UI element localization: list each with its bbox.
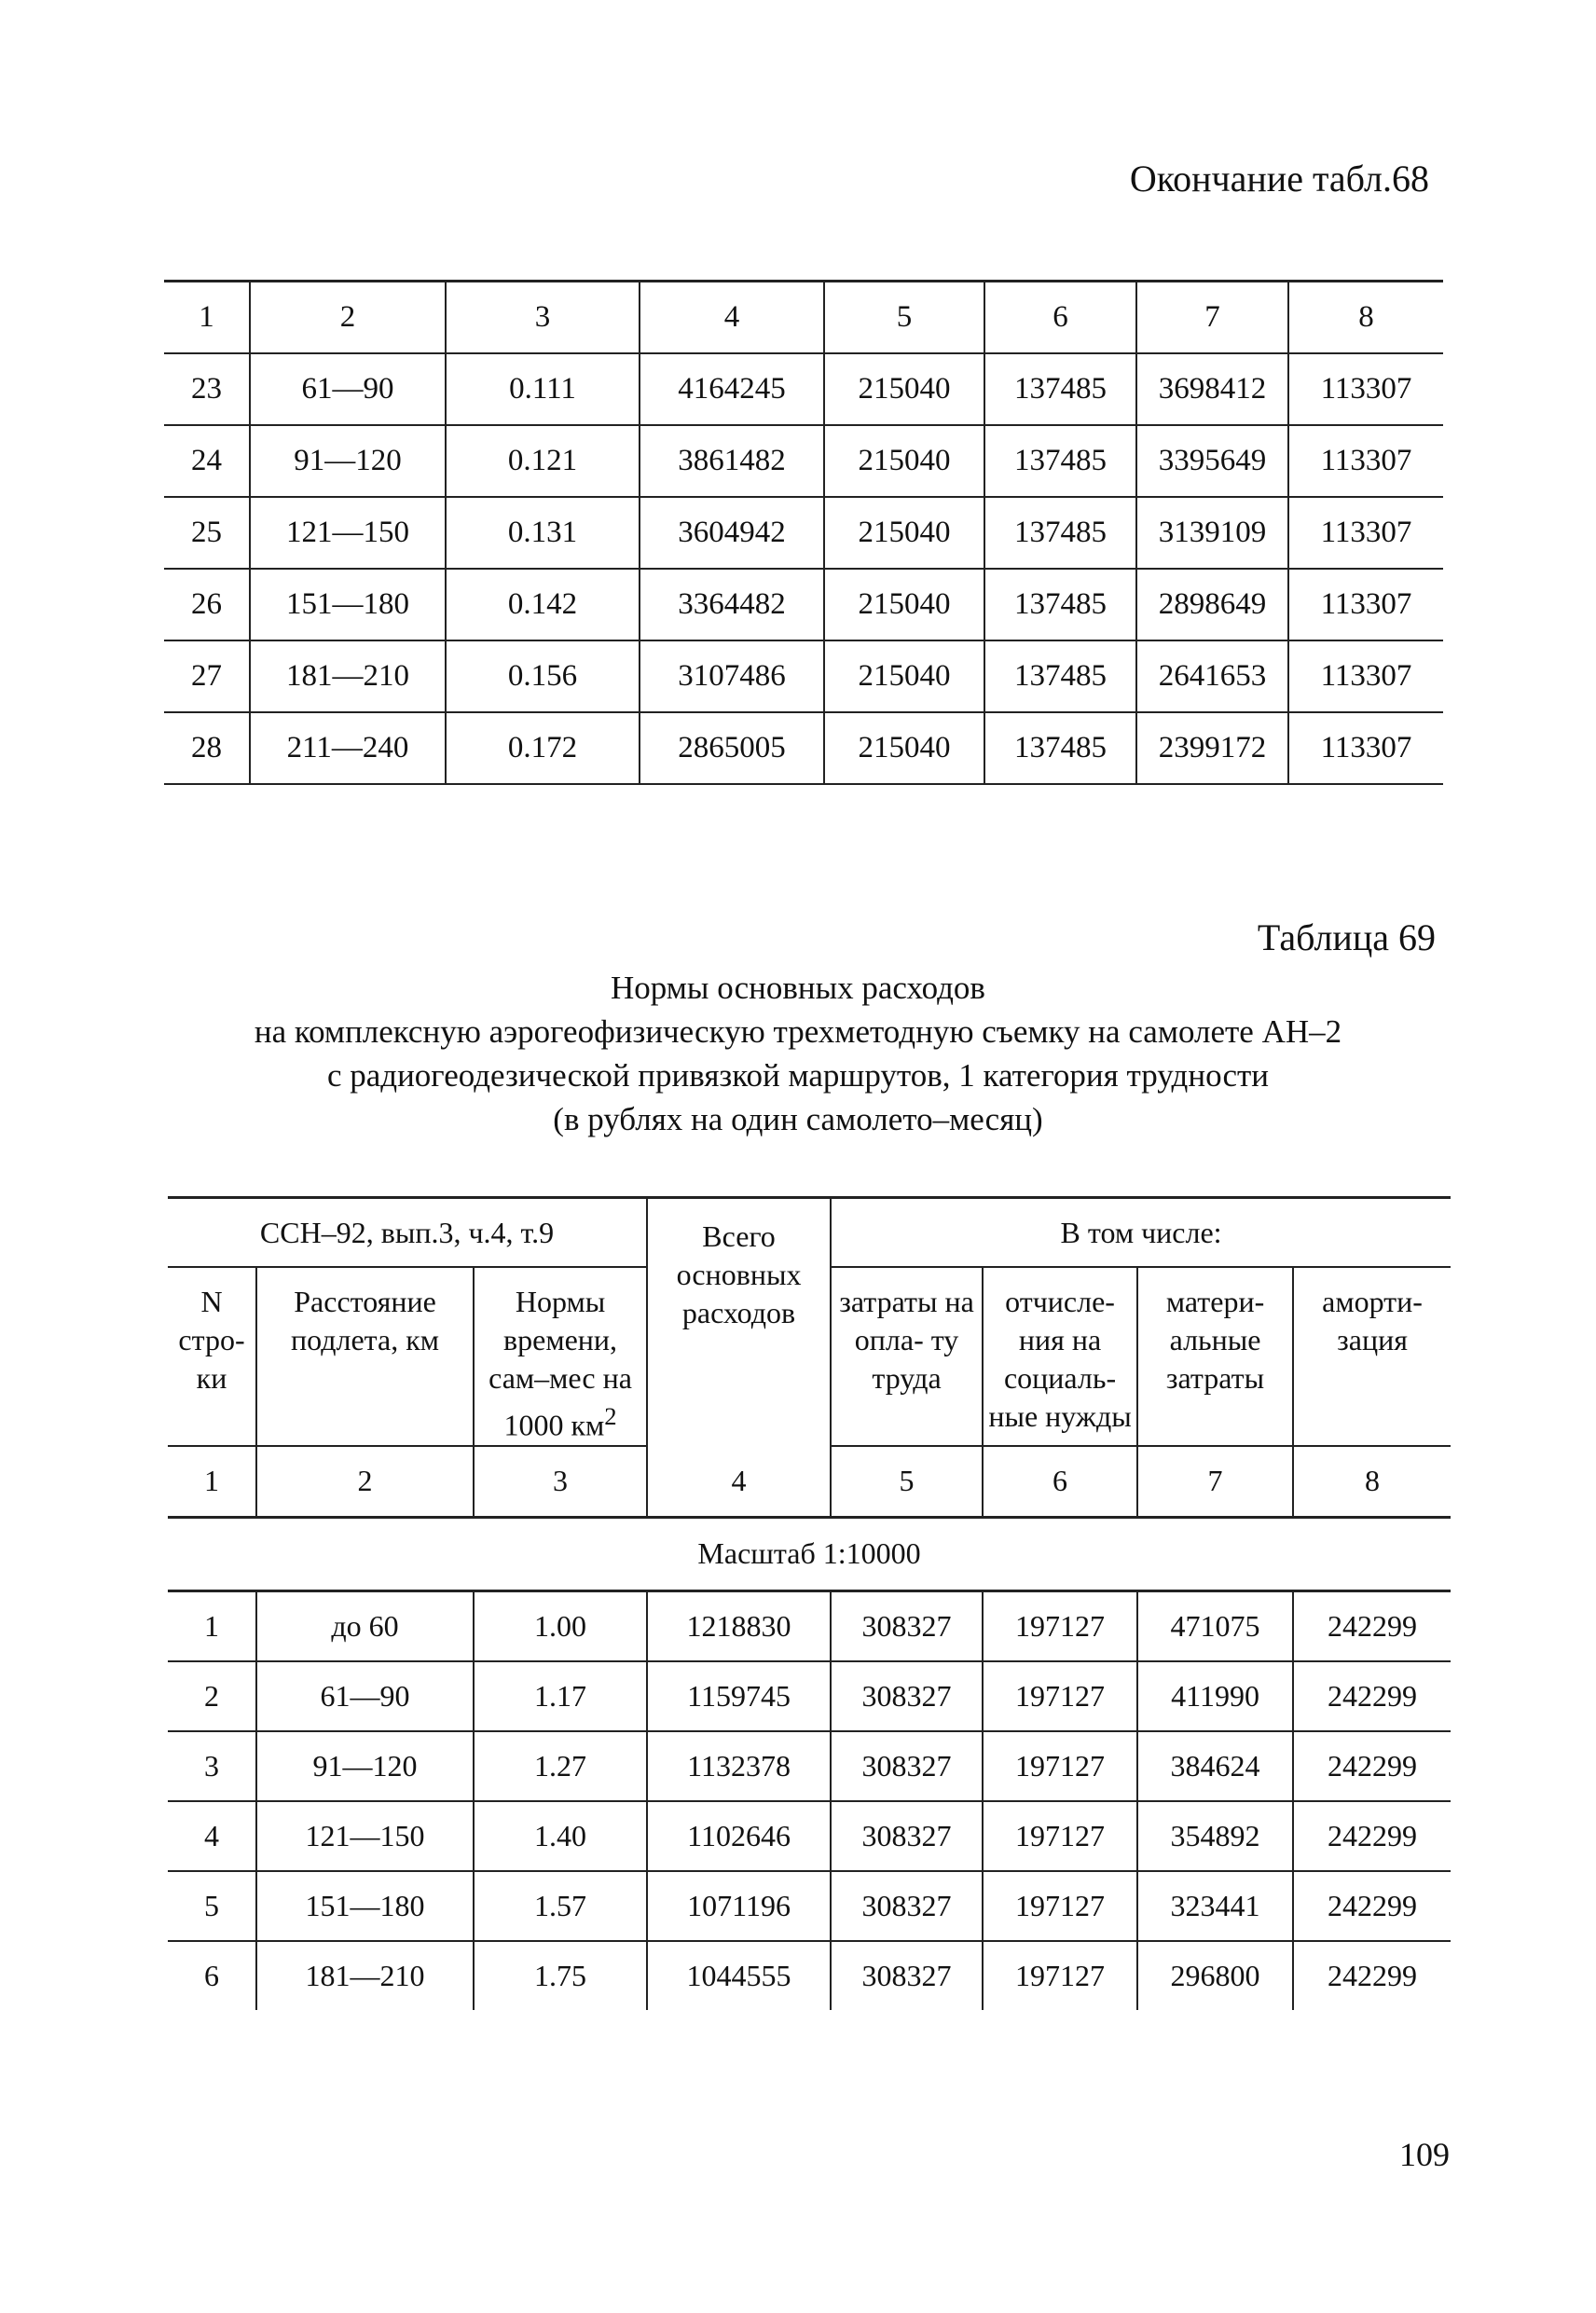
table-cell: 215040 [824, 353, 984, 425]
table-cell: 308327 [831, 1590, 983, 1661]
table-cell: 4164245 [640, 353, 824, 425]
table-cell: 0.121 [446, 425, 640, 497]
table-cell: 181—210 [256, 1941, 474, 2010]
table-cell: 1 [168, 1590, 256, 1661]
table-cell: 215040 [824, 425, 984, 497]
table-cell: 2641653 [1136, 640, 1288, 712]
table-cell: до 60 [256, 1590, 474, 1661]
scale-row [168, 1517, 1451, 1590]
header-time-norms [474, 1267, 647, 1446]
table-cell: 308327 [831, 1941, 983, 2010]
table-cell: 471075 [1137, 1590, 1293, 1661]
table-cell: 197127 [983, 1871, 1137, 1941]
table-cell: 0.172 [446, 712, 640, 784]
table-cell: 137485 [984, 425, 1136, 497]
table-cell: 197127 [983, 1661, 1137, 1731]
table-cell: 1.75 [474, 1941, 647, 2010]
header-time-norms-superscript: 2 [604, 1402, 617, 1430]
table-cell: 242299 [1293, 1941, 1451, 2010]
header-time-norms-text: Нормы времени, сам–мес на 1000 км [488, 1285, 632, 1442]
table-cell: 3107486 [640, 640, 824, 712]
table-cell: 137485 [984, 640, 1136, 712]
table-cell: 151—180 [250, 569, 446, 640]
header-labor-cost: затраты на опла- ту труда [831, 1267, 983, 1446]
table-cell: 308327 [831, 1871, 983, 1941]
table-cell: 61—90 [250, 353, 446, 425]
table-cell: 242299 [1293, 1731, 1451, 1801]
table-cell: 1218830 [647, 1590, 831, 1661]
table-cell: 1.57 [474, 1871, 647, 1941]
table-68-continuation [164, 280, 1443, 785]
header-material-cost: матери- альные затраты [1137, 1267, 1293, 1446]
table-cell: 137485 [984, 569, 1136, 640]
table-cell: 4 [640, 282, 824, 354]
table-row [164, 425, 1443, 497]
table-row [168, 1661, 1451, 1731]
title-line: (в рублях на один самолето–месяц) [553, 1101, 1043, 1137]
table-cell: 5 [831, 1446, 983, 1518]
table-cell: 1.40 [474, 1801, 647, 1871]
table-cell: 1 [164, 282, 250, 354]
table-cell: 121—150 [250, 497, 446, 569]
table-cell: 91—120 [250, 425, 446, 497]
table-cell: 113307 [1288, 569, 1443, 640]
page-number: 109 [1399, 2136, 1450, 2173]
table-cell: 28 [164, 712, 250, 784]
table-cell: 211—240 [250, 712, 446, 784]
table-cell: 1044555 [647, 1941, 831, 2010]
table-cell: 3 [168, 1731, 256, 1801]
table-cell: 151—180 [256, 1871, 474, 1941]
table-cell: 242299 [1293, 1590, 1451, 1661]
table-cell: 26 [164, 569, 250, 640]
table-row [168, 1801, 1451, 1871]
table-cell: 6 [984, 282, 1136, 354]
table-cell: 3395649 [1136, 425, 1288, 497]
table-cell: 242299 [1293, 1871, 1451, 1941]
table-cell: 3 [446, 282, 640, 354]
table-cell: 113307 [1288, 425, 1443, 497]
header-group-including: В том числе: [831, 1198, 1451, 1268]
continuation-caption: Окончание табл.68 [1129, 158, 1429, 200]
table-cell: 242299 [1293, 1661, 1451, 1731]
table-cell: 3698412 [1136, 353, 1288, 425]
table-header-row [164, 282, 1443, 354]
table-cell: 2 [250, 282, 446, 354]
table-cell: 3 [474, 1446, 647, 1518]
table-cell: 121—150 [256, 1801, 474, 1871]
table-cell: 27 [164, 640, 250, 712]
table-cell: 1132378 [647, 1731, 831, 1801]
table-row [164, 569, 1443, 640]
table-row [164, 353, 1443, 425]
table-cell: 308327 [831, 1801, 983, 1871]
table-cell: 197127 [983, 1590, 1137, 1661]
table-cell: 113307 [1288, 712, 1443, 784]
table-cell: 4 [168, 1801, 256, 1871]
table-row [168, 1731, 1451, 1801]
table-cell: 113307 [1288, 497, 1443, 569]
table-cell: 242299 [1293, 1801, 1451, 1871]
table-cell: 1071196 [647, 1871, 831, 1941]
table-cell: 7 [1136, 282, 1288, 354]
table-row [168, 1590, 1451, 1661]
table-cell: 2 [256, 1446, 474, 1518]
table-cell: 215040 [824, 569, 984, 640]
table-cell: 0.131 [446, 497, 640, 569]
table-cell: 8 [1288, 282, 1443, 354]
table-cell: 5 [168, 1871, 256, 1941]
table-cell: 1.00 [474, 1590, 647, 1661]
table-row [168, 1941, 1451, 2010]
table-cell: 4 [647, 1446, 831, 1518]
table-cell: 197127 [983, 1941, 1137, 2010]
table-cell: 308327 [831, 1731, 983, 1801]
table-cell: 1.27 [474, 1731, 647, 1801]
table-cell: 3861482 [640, 425, 824, 497]
title-line: Нормы основных расходов [611, 970, 985, 1006]
table-cell: 25 [164, 497, 250, 569]
table-cell: 384624 [1137, 1731, 1293, 1801]
table-cell: 61—90 [256, 1661, 474, 1731]
table-cell: 3364482 [640, 569, 824, 640]
table-cell: 6 [204, 1958, 219, 1992]
header-amortization: аморти- зация [1293, 1267, 1451, 1446]
table-cell: 2898649 [1136, 569, 1288, 640]
title-line: на комплексную аэрогеофизическую трехметодную съемку на самолете АН–2 [254, 1013, 1342, 1050]
table-cell: 2399172 [1136, 712, 1288, 784]
header-distance: Расстояние подлета, км [256, 1267, 474, 1446]
table-cell: 113307 [1288, 640, 1443, 712]
table-row [168, 1871, 1451, 1941]
table-cell: 354892 [1137, 1801, 1293, 1871]
header-row-number: N стро- ки [168, 1267, 256, 1446]
table-row [164, 640, 1443, 712]
table-cell: 215040 [824, 712, 984, 784]
table-cell: 3139109 [1136, 497, 1288, 569]
table-cell: 197127 [983, 1731, 1137, 1801]
table-cell: 197127 [983, 1801, 1137, 1871]
table-cell: 296800 [1137, 1941, 1293, 2010]
table-row [164, 712, 1443, 784]
table-cell: 2 [168, 1661, 256, 1731]
table-cell: 8 [1293, 1446, 1451, 1518]
header-group-ssn: ССН–92, вып.3, ч.4, т.9 [168, 1198, 647, 1268]
table-cell: 23 [164, 353, 250, 425]
header-total: Всего основных расходов [647, 1198, 831, 1446]
table-cell: 181—210 [250, 640, 446, 712]
table-69-label: Таблица 69 [1257, 916, 1436, 958]
table-cell: 1.17 [474, 1661, 647, 1731]
table-cell: 2865005 [640, 712, 824, 784]
table-cell: 0.156 [446, 640, 640, 712]
table-69 [168, 1196, 1451, 2010]
title-line: с радиогеодезической привязкой маршрутов, 1 категория трудности [326, 1057, 1270, 1094]
table-cell: 91—120 [256, 1731, 474, 1801]
table-69-title [0, 966, 1596, 1141]
scale-label: Масштаб 1:10000 [168, 1517, 1451, 1590]
table-cell: 6 [983, 1446, 1137, 1518]
table-cell: 215040 [824, 497, 984, 569]
table-cell: 1102646 [647, 1801, 831, 1871]
table-cell: 7 [1137, 1446, 1293, 1518]
table-cell: 1 [168, 1446, 256, 1518]
table-cell: 0.142 [446, 569, 640, 640]
table-cell: 137485 [984, 712, 1136, 784]
table-cell: 5 [824, 282, 984, 354]
column-numbers-row [168, 1446, 1451, 1518]
table-cell: 323441 [1137, 1871, 1293, 1941]
table-row [164, 497, 1443, 569]
table-cell: 3604942 [640, 497, 824, 569]
table-cell: 24 [164, 425, 250, 497]
table-cell: 137485 [984, 497, 1136, 569]
table-cell: 308327 [831, 1661, 983, 1731]
table-cell: 411990 [1137, 1661, 1293, 1731]
table-cell: 113307 [1288, 353, 1443, 425]
table-cell: 215040 [824, 640, 984, 712]
table-69-header-top [168, 1198, 1451, 1268]
header-social-deductions: отчисле- ния на социаль- ные нужды [983, 1267, 1137, 1446]
table-cell: 0.111 [446, 353, 640, 425]
table-cell: 1159745 [647, 1661, 831, 1731]
table-cell: 137485 [984, 353, 1136, 425]
